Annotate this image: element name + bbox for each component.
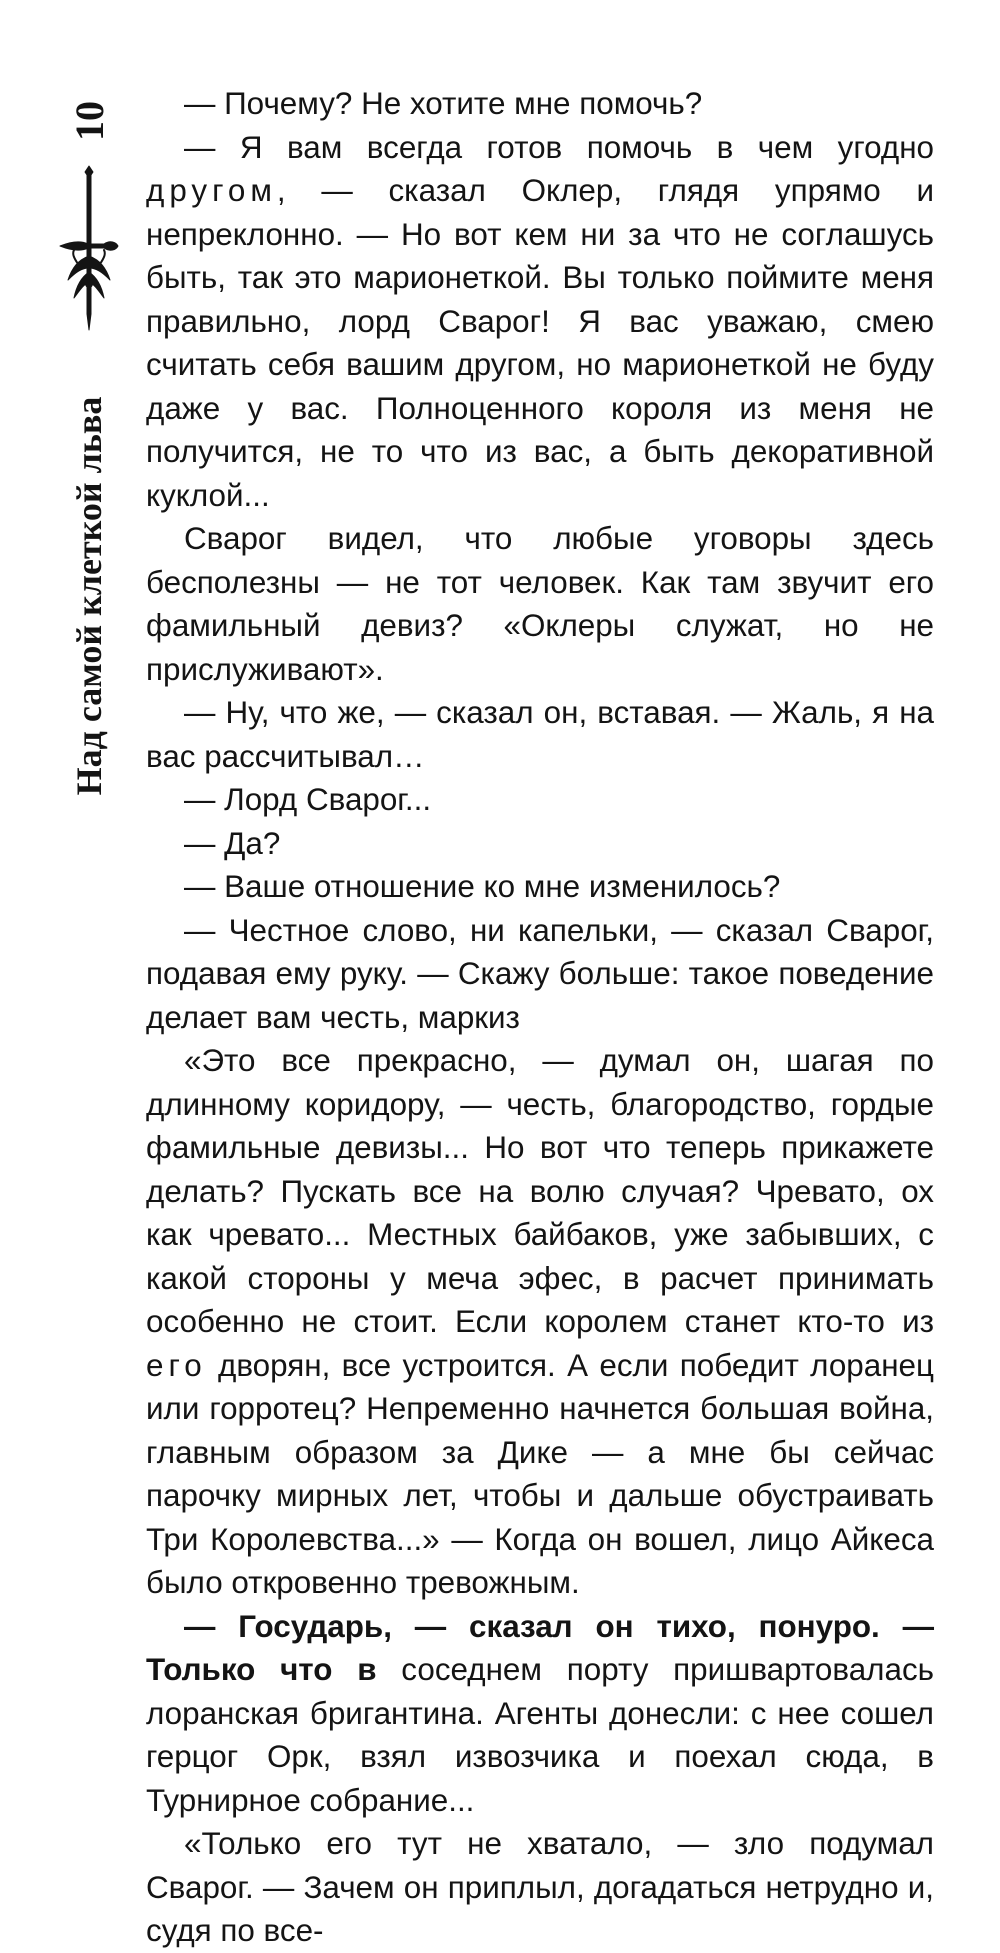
paragraph: Сварог видел, что любые уговоры здесь бесполезны — не тот человек. Как там звучит его фамильный девиз? «Оклеры служат, но не прислуживают». — [146, 521, 934, 687]
paragraph: «Только его тут не хватало, — зло подумал Сварог. — Зачем он приплыл, догадаться нетрудно и, судя по все- — [146, 1826, 934, 1948]
text-segment: соседнем порту пришвартовалась лоранская бригантина. Агенты донесли: с нее сошел герцог Орк, взял извозчика и поехал сюда, в Турнирное собрание... — [146, 1652, 934, 1818]
paragraph — [146, 1039, 934, 1605]
bold-text-segment: — Государь, — сказал он тихо, понуро. — Только что в — [146, 1608, 934, 1687]
paragraph — [146, 1605, 934, 1823]
body-text — [146, 82, 934, 1953]
text-segment: — Я вам всегда готов помочь в чем угодно — [184, 129, 934, 165]
ornamental-cross-icon — [58, 164, 120, 334]
running-head — [54, 86, 124, 796]
paragraph: — Ваше отношение ко мне изменилось? — [184, 869, 781, 904]
text-segment: , — сказал Оклер, глядя упрямо и непреклонно. — Но вот кем ни за что не соглашусь быть, так это марионеткой. Вы только поймите меня правильно, лорд Сварог! Я вас уважаю, смею считать себя вашим другом, но марионеткой не буду даже у вас. Полноценного короля из меня не получится, не то что из вас, а быть декоративной куклой... — [146, 173, 934, 513]
paragraph: — Ну, что же, — сказал он, вставая. — Жаль, я на вас рассчитывал… — [146, 695, 934, 774]
emphasized-word: его — [146, 1347, 207, 1383]
paragraph: — Да? — [184, 825, 281, 861]
emphasized-word: другом — [146, 173, 277, 208]
page-number: 10 — [66, 101, 112, 141]
paragraph: — Почему? Не хотите мне помочь? — [184, 86, 703, 121]
paragraph: — Лорд Сварог... — [184, 782, 432, 817]
text-segment: «Это все прекрасно, — думал он, шагая по длинному коридору, — честь, благородство, гордые фамильные девизы... Но вот что теперь прикажете делать? Пускать все на волю случая? Чревато, ох как чревато... Местных байбаков, уже забывших, с какой стороны у меча эфес, в расчет принимать особенно не стоит. Если королем станет кто-то из — [146, 1043, 934, 1339]
text-segment: дворян, все устроится. А если победит лоранец или горротец? Непременно начнется большая война, главным образом за Дике — а мне бы сейчас парочку мирных лет, чтобы и дальше обустраивать Три Королевства...» — Когда он вошел, лицо Айкеса было откровенно тревожным. — [146, 1347, 934, 1600]
book-title: Над самой клеткой льва — [69, 396, 109, 796]
paragraph: — Честное слово, ни капельки, — сказал Сварог, подавая ему руку. — Скажу больше: такое поведение делает вам честь, маркиз — [146, 912, 934, 1035]
paragraph — [146, 126, 934, 518]
